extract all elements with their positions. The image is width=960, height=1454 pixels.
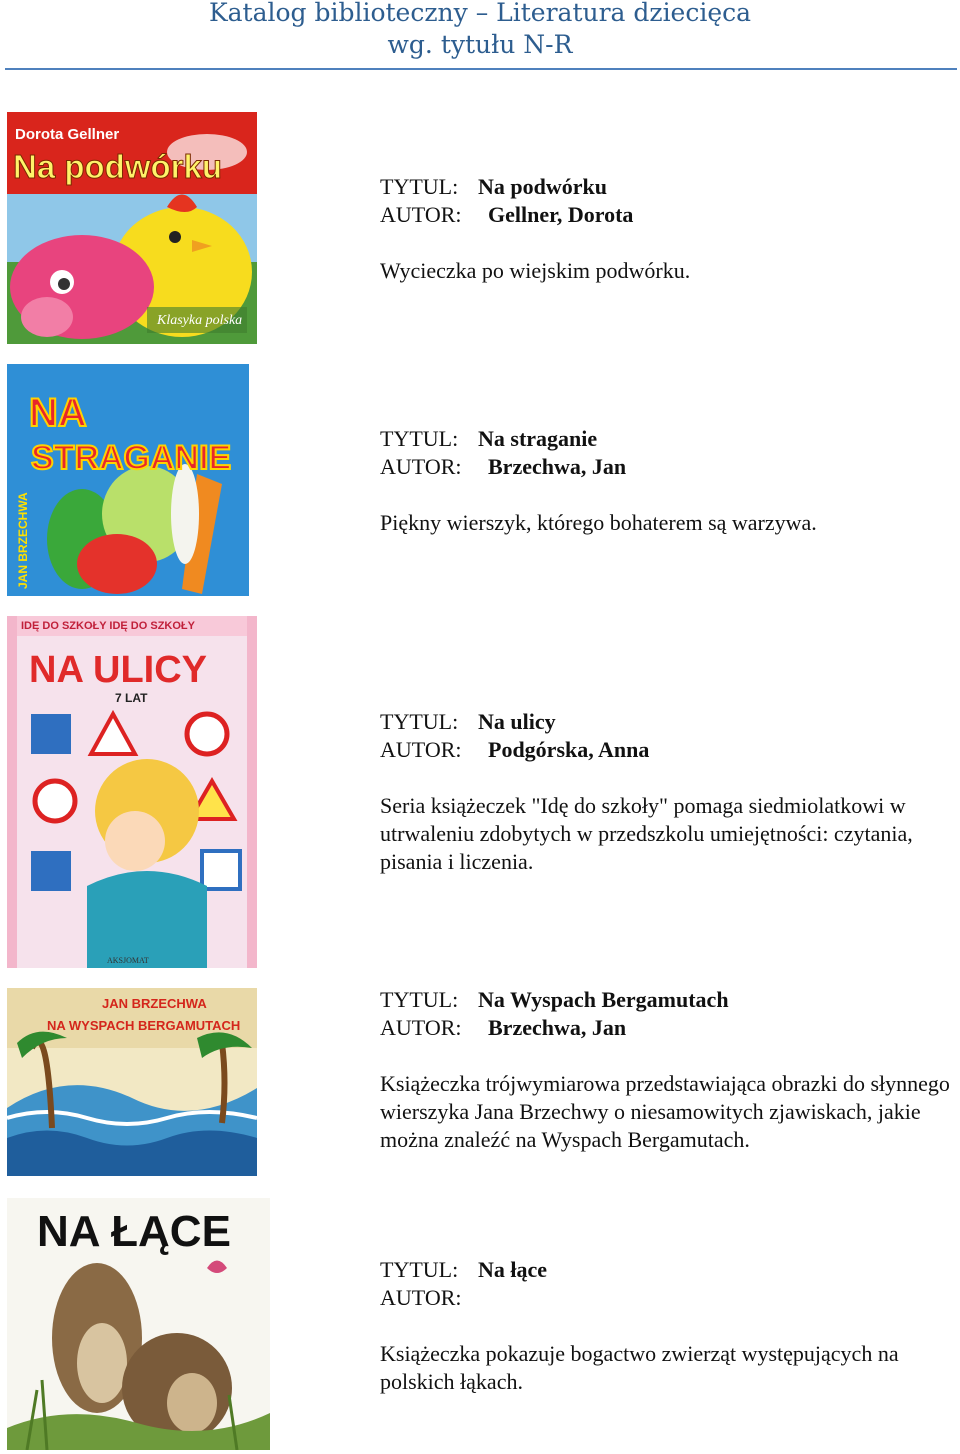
cover-text: STRAGANIE bbox=[31, 439, 232, 477]
author-label: AUTOR: bbox=[380, 454, 462, 479]
book-author: Brzechwa, Jan bbox=[488, 1015, 627, 1040]
cover-text: 7 LAT bbox=[115, 691, 148, 705]
title-label: TYTUL: bbox=[380, 709, 459, 734]
author-row bbox=[380, 736, 955, 764]
cover-text: Dorota Gellner bbox=[15, 126, 120, 143]
book-title: Na łące bbox=[478, 1257, 548, 1282]
title-row bbox=[380, 425, 955, 453]
book-description: Książeczka trójwymiarowa przedstawiająca obrazki do słynnego wierszyka Jana Brzechwy o niesamowitych zjawiskach, jakie można znaleźć na Wyspach Bergamutach. bbox=[380, 1071, 950, 1152]
cover-text: NA WYSPACH BERGAMUTACH bbox=[47, 1018, 241, 1033]
book-title: Na straganie bbox=[478, 426, 598, 451]
author-row bbox=[380, 1014, 955, 1042]
header-subtitle: wg. tytułu N-R bbox=[387, 30, 573, 59]
book-description: Seria książeczek "Idę do szkoły" pomaga siedmiolatkowi w utrwaleniu zdobytych w przedszkolu umiejętności: czytania, pisania i liczenia. bbox=[380, 793, 913, 874]
title-label: TYTUL: bbox=[380, 1257, 459, 1282]
book-cover-na-podworku bbox=[7, 112, 257, 344]
book-cover-na-wyspach-bergamutach bbox=[7, 988, 257, 1176]
title-row bbox=[380, 986, 955, 1014]
book-author: Brzechwa, Jan bbox=[488, 454, 627, 479]
title-row bbox=[380, 173, 955, 201]
book-description: Książeczka pokazuje bogactwo zwierząt występujących na polskich łąkach. bbox=[380, 1341, 899, 1394]
author-label: AUTOR: bbox=[380, 1285, 462, 1310]
cover-text: JAN BRZECHWA bbox=[16, 492, 30, 589]
author-row bbox=[380, 453, 955, 481]
title-label: TYTUL: bbox=[380, 987, 459, 1012]
book-cover-na-ulicy bbox=[7, 616, 257, 968]
cover-text: NA ULICY bbox=[29, 649, 208, 691]
book-cover-na-lace bbox=[7, 1198, 270, 1450]
book-author: Podgórska, Anna bbox=[488, 737, 650, 762]
cover-text: Klasyka polska bbox=[157, 313, 243, 328]
author-label: AUTOR: bbox=[380, 1015, 462, 1040]
book-entry bbox=[380, 1256, 955, 1396]
book-entry bbox=[380, 425, 955, 537]
title-row bbox=[380, 1256, 955, 1284]
cover-text: JAN BRZECHWA bbox=[102, 996, 207, 1011]
author-label: AUTOR: bbox=[380, 737, 462, 762]
book-title: Na ulicy bbox=[478, 709, 556, 734]
book-entry bbox=[380, 986, 955, 1154]
header-divider bbox=[5, 68, 957, 70]
book-description: Wycieczka po wiejskim podwórku. bbox=[380, 258, 691, 283]
cover-text: NA bbox=[29, 391, 87, 435]
book-entry bbox=[380, 708, 955, 876]
author-label: AUTOR: bbox=[380, 202, 462, 227]
author-row bbox=[380, 1284, 955, 1312]
header-title: Katalog biblioteczny – Literatura dziecięca bbox=[208, 0, 752, 27]
author-row bbox=[380, 201, 955, 229]
book-title: Na Wyspach Bergamutach bbox=[478, 987, 729, 1012]
cover-text: Na podwórku bbox=[13, 148, 223, 185]
book-entry bbox=[380, 173, 955, 285]
cover-text: AKSJOMAT bbox=[107, 956, 149, 965]
book-cover-na-straganie bbox=[7, 364, 249, 596]
title-row bbox=[380, 708, 955, 736]
cover-text: IDĘ DO SZKOŁY IDĘ DO SZKOŁY bbox=[21, 620, 195, 632]
book-author: Gellner, Dorota bbox=[488, 202, 634, 227]
cover-text: NA ŁĄCE bbox=[37, 1207, 231, 1256]
book-title: Na podwórku bbox=[478, 174, 607, 199]
title-label: TYTUL: bbox=[380, 174, 459, 199]
title-label: TYTUL: bbox=[380, 426, 459, 451]
book-description: Piękny wierszyk, którego bohaterem są warzywa. bbox=[380, 510, 817, 535]
